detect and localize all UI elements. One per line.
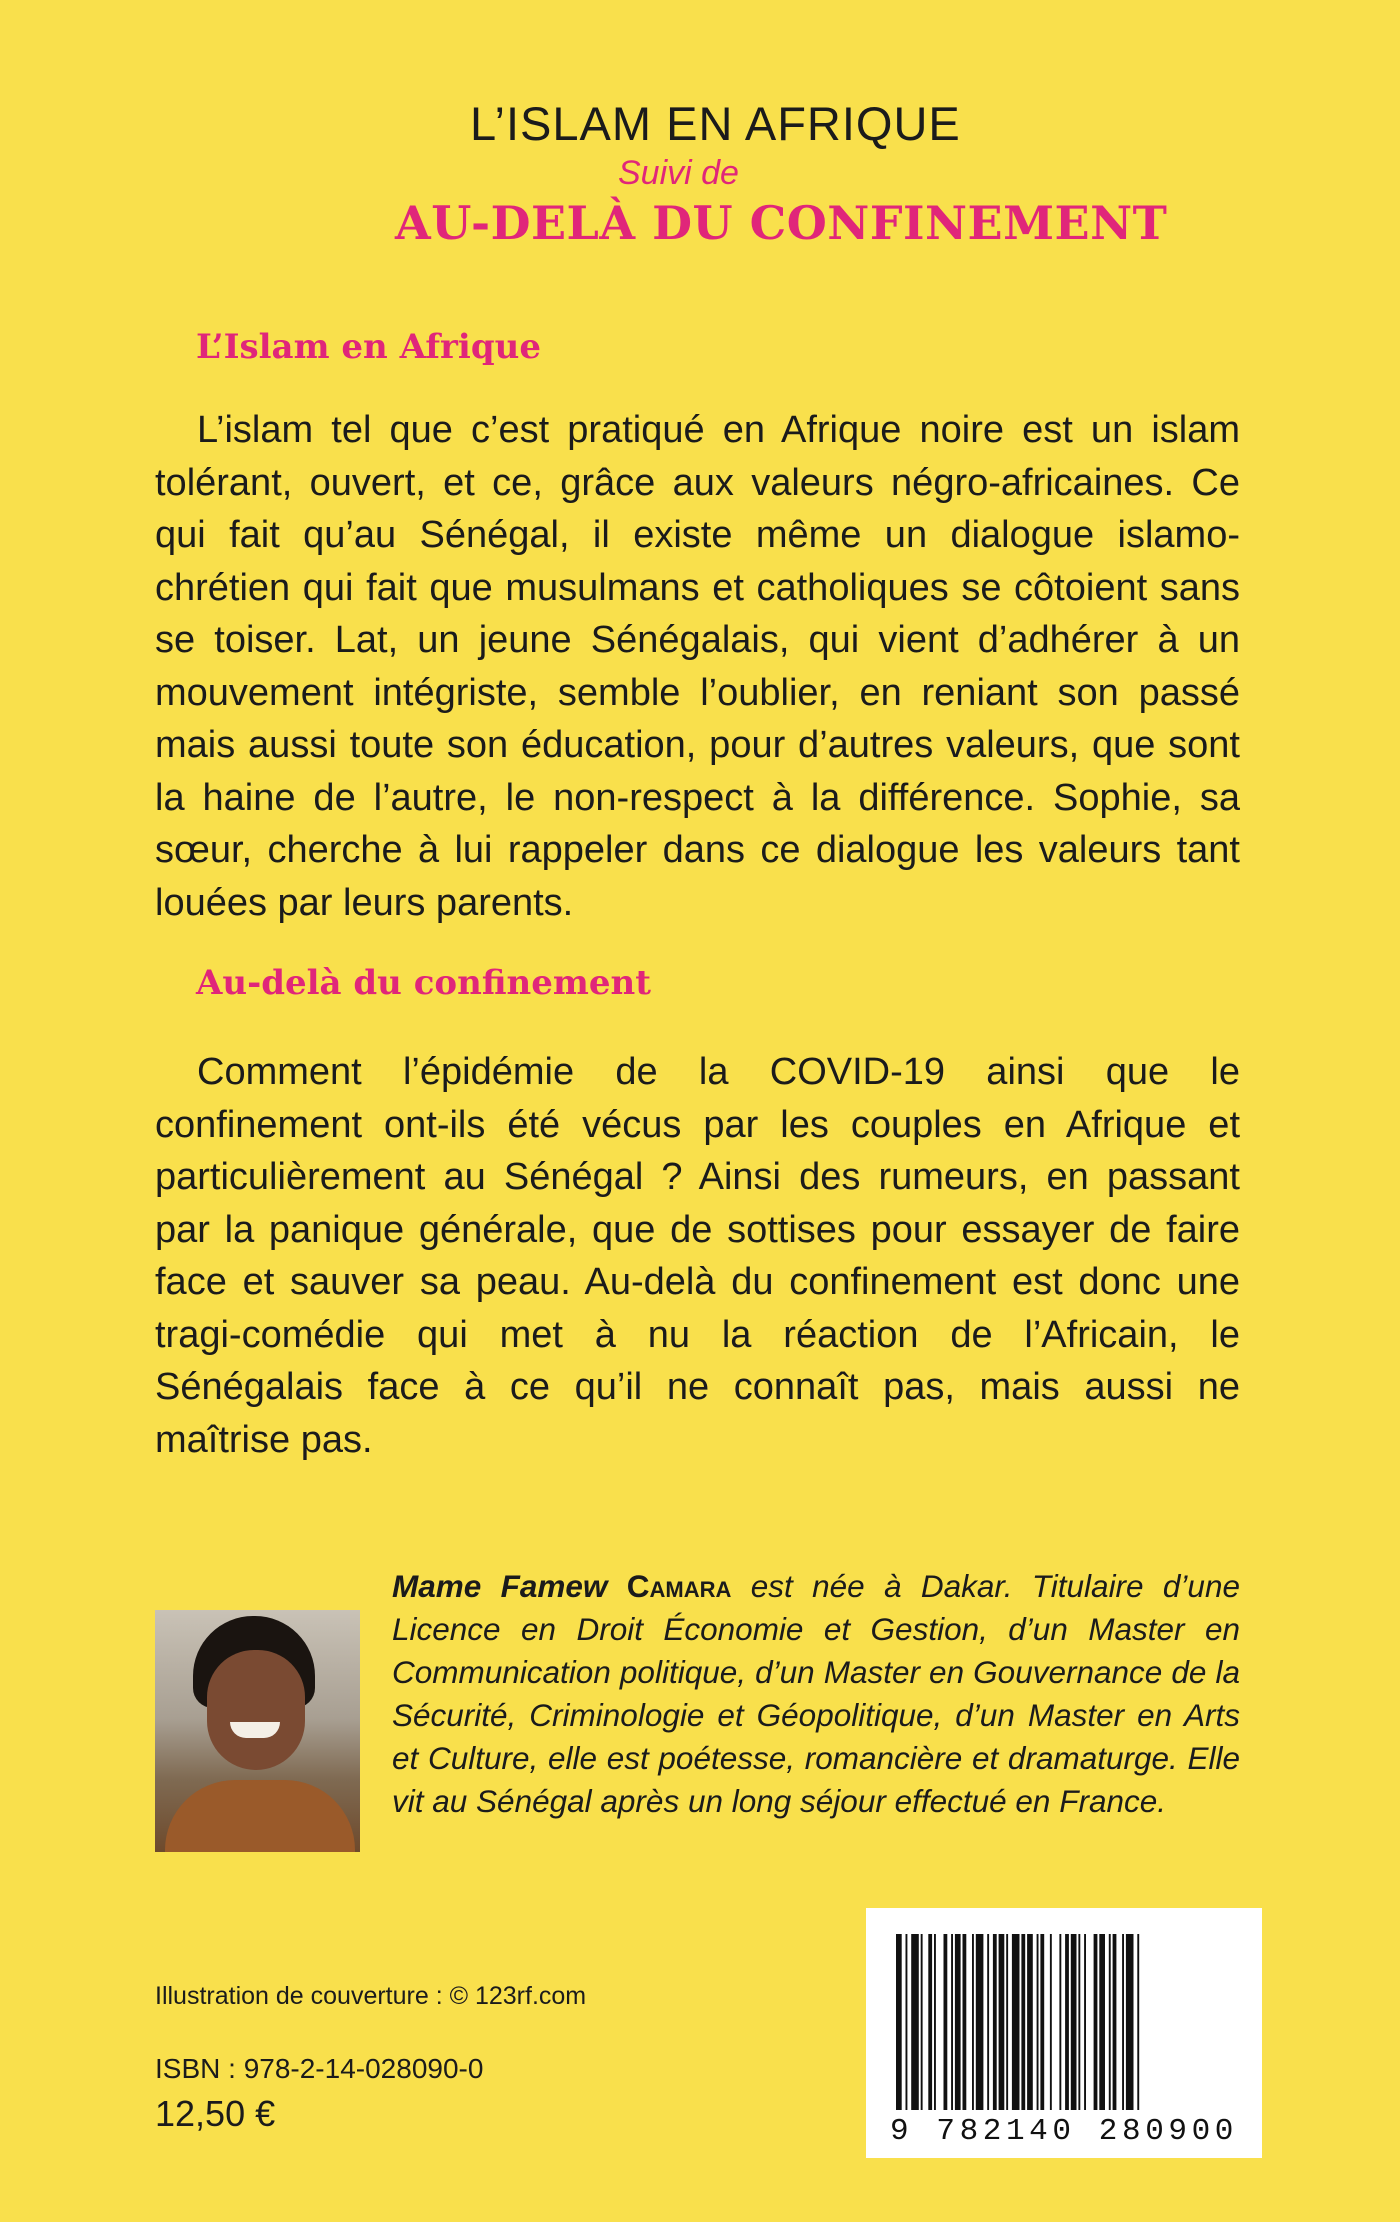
author-surname: Camara	[626, 1568, 732, 1604]
author-bio	[392, 1565, 1240, 1823]
book-title: L’ISLAM EN AFRIQUE	[470, 97, 961, 150]
barcode-digits: 9 782140 280900	[889, 2114, 1239, 2149]
author-first-names: Mame Famew	[392, 1568, 608, 1604]
subtitle-lead: Suivi de	[618, 154, 739, 192]
author-bio-text: est née à Dakar. Titulaire d’une Licence en Droit Économie et Gestion, d’un Master en Communication politique, d’un Master en Gouvernance de la Sécurité, Criminologie et Géopolitique, d’un Master en Arts et Culture, elle est poétesse, romancière et dramaturge. Elle vit au Sénégal après un long séjour effectué en France.	[392, 1568, 1240, 1819]
section-text-islam: L’islam tel que c’est pratiqué en Afrique noire est un islam tolérant, ouvert, et ce, grâce aux valeurs négro-africaines. Ce qui fait qu’au Sénégal, il existe même un dialogue islamo-chrétien qui fait que musulmans et catholiques se côtoient sans se toiser. Lat, un jeune Sénégalais, qui vient d’adhérer à un mouvement intégriste, semble l’oublier, en reniant son passé mais aussi toute son éducation, pour d’autres valeurs, que sont la haine de l’autre, le non-respect à la différence. Sophie, sa sœur, cherche à lui rappeler dans ce dialogue les valeurs tant louées par leurs parents.	[155, 409, 1240, 924]
illustration-credit: Illustration de couverture : © 123rf.com	[155, 1982, 587, 2010]
isbn: ISBN : 978-2-14-028090-0	[155, 2053, 484, 2084]
author-photo	[155, 1610, 360, 1852]
section-text-confinement: Comment l’épidémie de la COVID-19 ainsi que le confinement ont-ils été vécus par les couples en Afrique et particulièrement au Sénégal ? Ainsi des rumeurs, en passant par la panique générale, que de sottises pour essayer de faire face et sauver sa peau. Au-delà du confinement est donc une tragi-comédie qui met à nu la réaction de l’Africain, le Sénégalais face à ce qu’il ne connaît pas, mais aussi ne maîtrise pas.	[155, 1051, 1240, 1461]
barcode	[866, 1908, 1262, 2158]
price: 12,50 €	[155, 2093, 276, 2134]
second-work-title: AU-DELÀ DU CONFINEMENT	[395, 196, 1168, 250]
section-heading-confinement: Au-delà du confinement	[196, 963, 651, 1003]
section-heading-islam: L’Islam en Afrique	[196, 327, 541, 367]
